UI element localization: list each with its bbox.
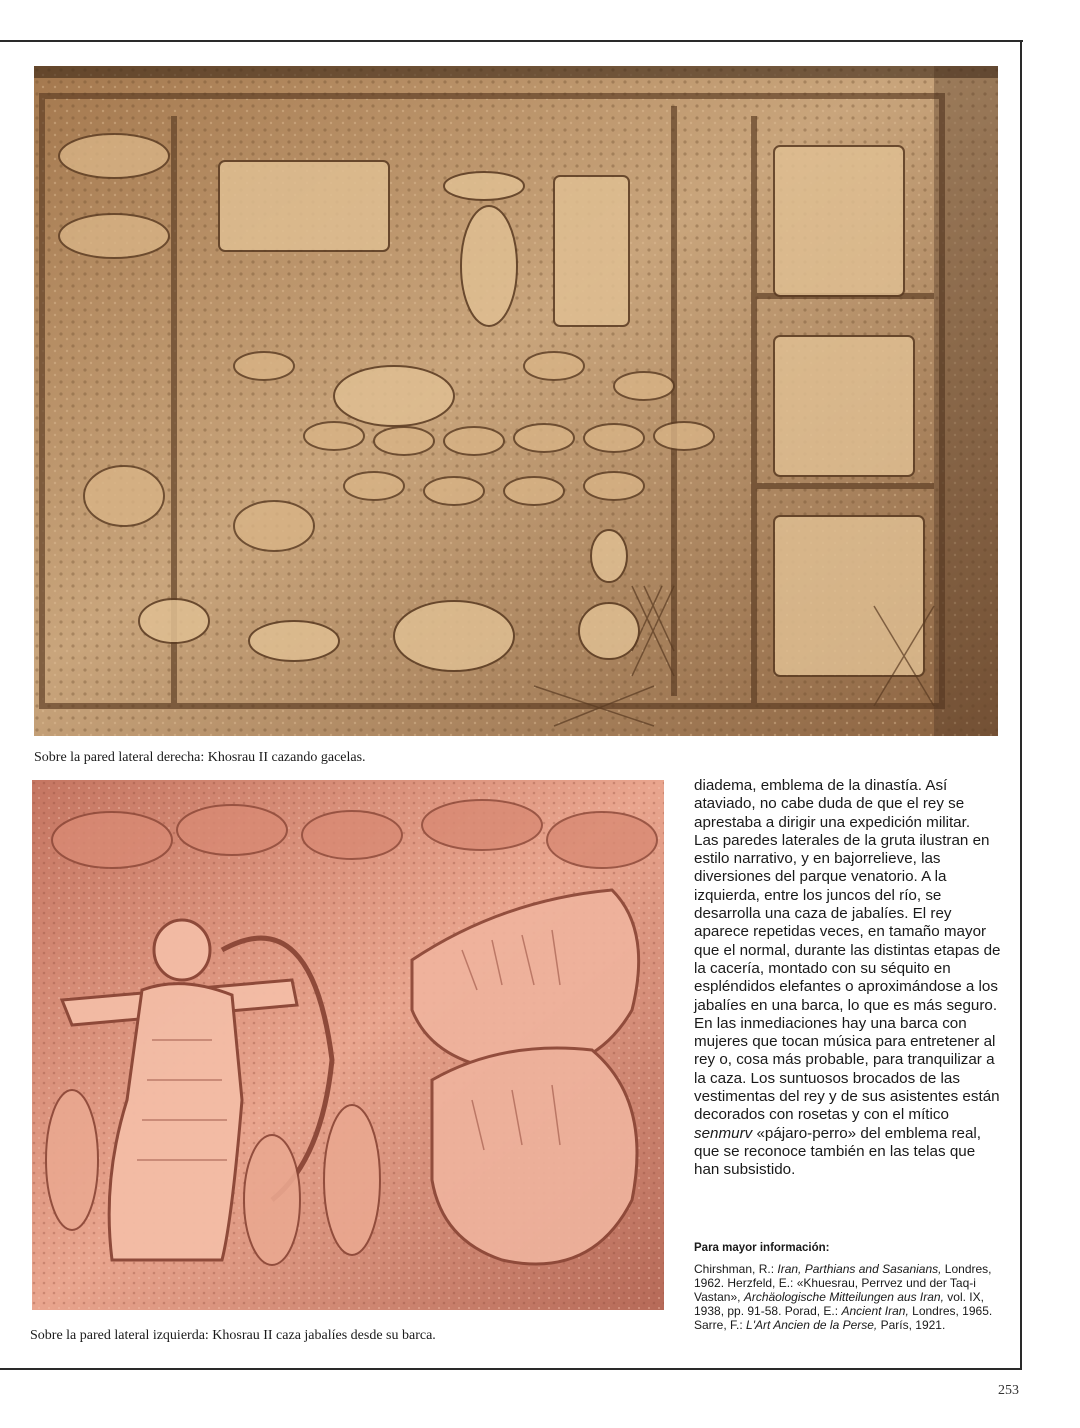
relief-photo-boar-hunt xyxy=(32,780,664,1310)
ref-1-author: Chirshman, R.: xyxy=(694,1262,778,1276)
page-number: 253 xyxy=(998,1383,1019,1398)
top-rule xyxy=(0,40,1023,42)
ref-2-title: Archäologische Mitteilungen aus Iran, xyxy=(743,1290,944,1304)
ref-4-rest: París, 1921. xyxy=(877,1318,946,1332)
references-block xyxy=(694,1241,1009,1332)
body-paragraph-2 xyxy=(694,832,1004,1180)
ref-4-title: L'Art Ancien de la Perse, xyxy=(746,1318,878,1332)
ref-1-title: Iran, Parthians and Sasanians, xyxy=(777,1262,942,1276)
body-paragraph-2-italic-term: senmurv xyxy=(694,1124,753,1142)
relief-photo-gazelle-hunt xyxy=(34,66,998,736)
ref-3-title: Ancient Iran, xyxy=(841,1304,909,1318)
body-paragraph-1: diadema, emblema de la dinastía. Así ataviado, no cabe duda de que el rey se aprestaba a dirigir una expedición militar. xyxy=(694,777,971,831)
caption-boar-hunt: Sobre la pared lateral izquierda: Khosrau II caza jabalíes desde su barca. xyxy=(30,1328,436,1343)
references-entries xyxy=(694,1262,1009,1332)
body-paragraph-2-part-2: «pájaro-perro» del emblema real, que se reconoce también en las telas que han subsistido. xyxy=(694,1124,982,1179)
ref-3-rest: Londres, 1965. Sarre, F.: xyxy=(694,1304,993,1332)
body-paragraph-2-part-1: Las paredes laterales de la gruta ilustran en estilo narrativo, y en bajorrelieve, las diversiones del parque venatorio. A la izquierda, entre los juncos del río, se desarrolla una caza de jabalíes. El rey aparece repetidas veces, en tamaño mayor que el normal, durante las distintas etapas de la cacería, montado con su séquito en espléndidos elefantes o aproximándose a los jabalíes en una barca, lo que es más seguro. En las inmediaciones hay una barca con mujeres que tocan música para entretener al rey o, cosa más probable, para tranquilizar a la caza. Los suntuosos brocados de las vestimentas del rey y de sus asistentes están decorados con rosetas y con el mítico xyxy=(694,831,1001,1124)
ref-2-rest: vol. IX, 1938, pp. 91-58. Porad, E.: xyxy=(694,1290,984,1318)
references-heading: Para mayor información: xyxy=(694,1242,830,1254)
bottom-rule xyxy=(0,1368,1022,1370)
ref-1-rest: Londres, 1962. Herzfeld, E.: «Khuesrau, Perrvez und der Taq-i Vastan», xyxy=(694,1262,992,1304)
body-text-column xyxy=(694,777,1004,1180)
right-rule xyxy=(1020,40,1022,1370)
caption-gazelle-hunt: Sobre la pared lateral derecha: Khosrau II cazando gacelas. xyxy=(34,750,366,765)
